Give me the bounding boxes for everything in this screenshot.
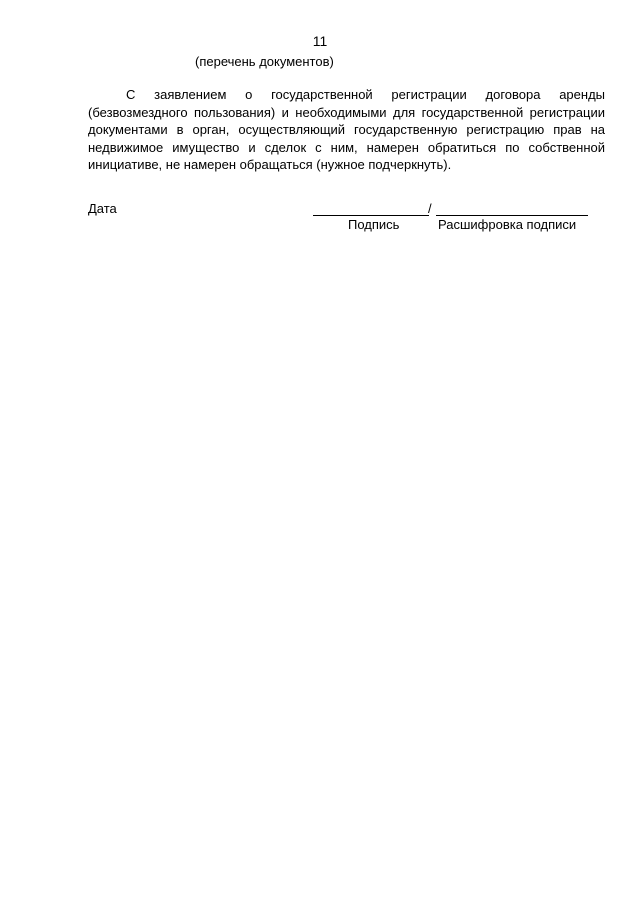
signature-decoding-line [436, 215, 588, 216]
page-number: 11 [312, 33, 328, 49]
signature-separator: / [428, 201, 432, 216]
signature-caption: Подпись [348, 217, 400, 232]
statement-paragraph: С заявлением о государственной регистрации договора аренды (безвозмездного пользования) и необходимыми для государственной регистрации документами в орган, осуществляющий государственную регистрацию прав на недвижимое имущество и сделок с ним, намерен обратиться по собственной инициативе, не намерен обращаться (нужное подчеркнуть). [88, 87, 605, 172]
document-list-caption: (перечень документов) [195, 54, 334, 69]
signature-line [313, 215, 429, 216]
date-label: Дата [88, 201, 117, 216]
signature-decoding-caption: Расшифровка подписи [438, 217, 577, 232]
